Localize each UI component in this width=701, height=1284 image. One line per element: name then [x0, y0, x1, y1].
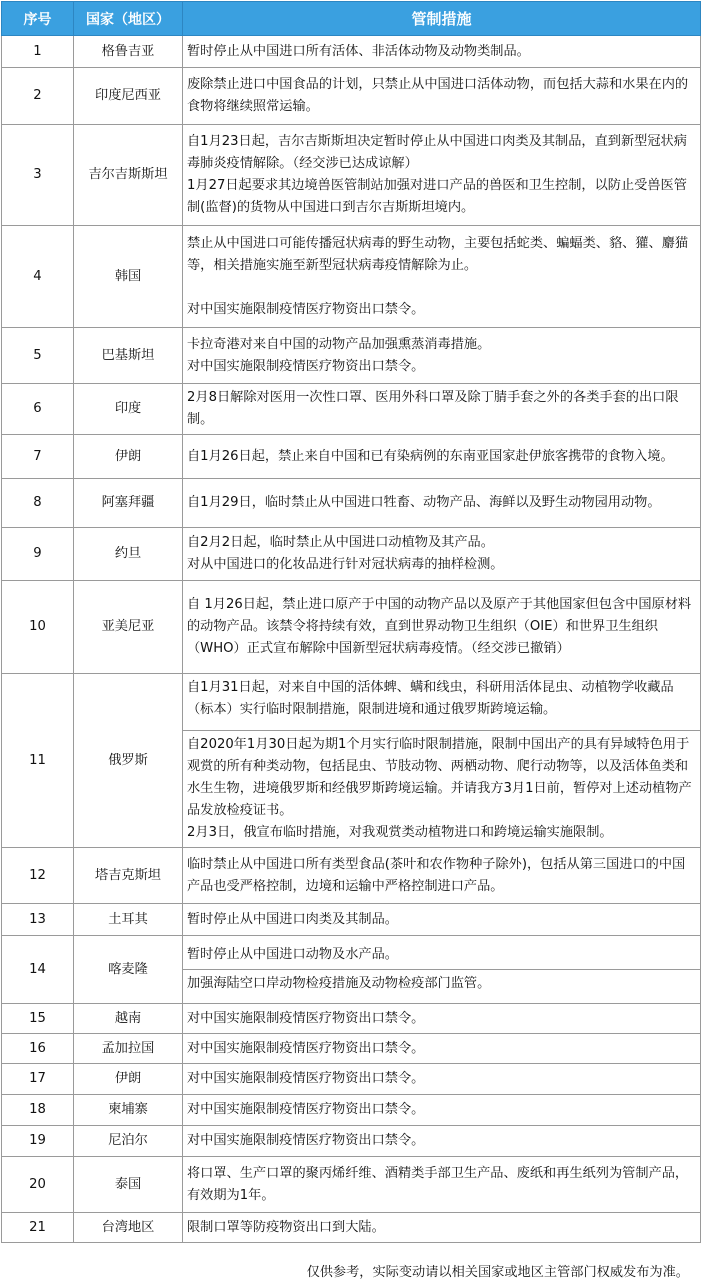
- measure-text: 对中国实施限制疫情医疗物资出口禁令。: [187, 301, 425, 317]
- row-serial-number: 19: [2, 1126, 74, 1157]
- table-row: [2, 1004, 701, 1034]
- row-country: 孟加拉国: [74, 1034, 183, 1064]
- row-serial-number: 11: [2, 674, 74, 848]
- table-row: [2, 328, 701, 384]
- table-row: [2, 1034, 701, 1064]
- row-country: 伊朗: [74, 435, 183, 479]
- measure-text: 暂时停止从中国进口所有活体、非活体动物及动物类制品。: [187, 43, 530, 59]
- row-serial-number: 17: [2, 1064, 74, 1095]
- table-row: [2, 68, 701, 125]
- measure-text: 对中国实施限制疫情医疗物资出口禁令。: [187, 1071, 425, 1086]
- measure-part: [183, 674, 700, 730]
- control-measures-table: [1, 1, 701, 1243]
- row-serial-number: 21: [2, 1213, 74, 1243]
- row-serial-number: 13: [2, 904, 74, 936]
- row-serial-number: 18: [2, 1095, 74, 1126]
- row-serial-number: 5: [2, 328, 74, 384]
- table-row: [2, 936, 701, 1004]
- row-country: 俄罗斯: [74, 674, 183, 848]
- measure-text: 卡拉奇港对来自中国的动物产品加强熏蒸消毒措施。: [187, 336, 491, 352]
- row-serial-number: 16: [2, 1034, 74, 1064]
- measure-text: 废除禁止进口中国食品的计划，只禁止从中国进口活体动物，而包括大蒜和水果在内的食物将继续照常运输。: [187, 77, 689, 114]
- row-serial-number: 1: [2, 36, 74, 68]
- table-row: [2, 125, 701, 226]
- table-row: [2, 226, 701, 328]
- table-row: [2, 581, 701, 674]
- row-control-measure: [183, 68, 701, 125]
- measure-part: [183, 969, 700, 998]
- measure-text: 对中国实施限制疫情医疗物资出口禁令。: [187, 1040, 425, 1056]
- row-serial-number: 10: [2, 581, 74, 674]
- measure-text: 对中国实施限制疫情医疗物资出口禁令。: [187, 1133, 425, 1148]
- row-control-measure: [183, 1034, 701, 1064]
- measure-text: 自2月2日起，临时禁止从中国进口动植物及其产品。: [187, 535, 494, 550]
- table-row: [2, 1064, 701, 1095]
- row-country: 约旦: [74, 528, 183, 581]
- row-country: 印度尼西亚: [74, 68, 183, 125]
- row-serial-number: 9: [2, 528, 74, 581]
- measure-text: 1月27日起要求其边境兽医管制站加强对进口产品的兽医和卫生控制，以防止受兽医管制(监督)的货物从中国进口到吉尔吉斯斯坦境内。: [187, 178, 687, 215]
- row-serial-number: 15: [2, 1004, 74, 1034]
- table-row: [2, 1126, 701, 1157]
- measure-text: [187, 277, 696, 299]
- row-country: 尼泊尔: [74, 1126, 183, 1157]
- table-row: [2, 1095, 701, 1126]
- row-country: 印度: [74, 384, 183, 435]
- row-country: 格鲁吉亚: [74, 36, 183, 68]
- row-serial-number: 4: [2, 226, 74, 328]
- table-row: [2, 674, 701, 848]
- header-control-measures: 管制措施: [183, 2, 701, 36]
- row-control-measure: [183, 435, 701, 479]
- measure-text: 对中国实施限制疫情医疗物资出口禁令。: [187, 358, 425, 374]
- row-control-measure: [183, 936, 701, 1004]
- measure-text: 对从中国进口的化妆品进行针对冠状病毒的抽样检测。: [187, 557, 504, 572]
- row-country: 巴基斯坦: [74, 328, 183, 384]
- table-row: [2, 848, 701, 904]
- measure-part: [183, 941, 700, 969]
- measure-text: 自1月26日起，禁止来自中国和已有染病例的东南亚国家赴伊旅客携带的食物入境。: [187, 448, 674, 464]
- row-control-measure: [183, 1213, 701, 1243]
- row-control-measure: [183, 1095, 701, 1126]
- row-country: 阿塞拜疆: [74, 479, 183, 528]
- row-control-measure: [183, 1004, 701, 1034]
- measure-text: 暂时停止从中国进口肉类及其制品。: [187, 911, 398, 927]
- row-country: 伊朗: [74, 1064, 183, 1095]
- measure-part: [183, 730, 700, 847]
- table-row: [2, 1157, 701, 1213]
- measure-text: 限制口罩等防疫物资出口到大陆。: [187, 1219, 385, 1235]
- row-control-measure: [183, 384, 701, 435]
- row-serial-number: 12: [2, 848, 74, 904]
- measure-text: 对中国实施限制疫情医疗物资出口禁令。: [187, 1010, 425, 1026]
- row-control-measure: [183, 528, 701, 581]
- measure-text: 禁止从中国进口可能传播冠状病毒的野生动物，主要包括蛇类、蝙蝠类、貉、獾、麝猫等，相关措施实施至新型冠状病毒疫情解除为止。: [187, 235, 689, 273]
- row-country: 土耳其: [74, 904, 183, 936]
- row-serial-number: 20: [2, 1157, 74, 1213]
- measure-text: 对中国实施限制疫情医疗物资出口禁令。: [187, 1102, 425, 1117]
- table-row: [2, 479, 701, 528]
- measure-text: 2月3日，俄宣布临时措施，对我观赏类动植物进口和跨境运输实施限制。: [187, 825, 613, 840]
- row-control-measure: [183, 226, 701, 328]
- row-country: 吉尔吉斯斯坦: [74, 125, 183, 226]
- measure-text: 将口罩、生产口罩的聚丙烯纤维、酒精类手部卫生产品、废纸和再生纸列为管制产品，有效期为1年。: [187, 1165, 689, 1203]
- row-country: 越南: [74, 1004, 183, 1034]
- measure-text: 自1月29日，临时禁止从中国进口牲畜、动物产品、海鲜以及野生动物园用动物。: [187, 495, 661, 510]
- table-row: [2, 528, 701, 581]
- row-serial-number: 8: [2, 479, 74, 528]
- row-country: 台湾地区: [74, 1213, 183, 1243]
- row-control-measure: [183, 1064, 701, 1095]
- row-control-measure: [183, 674, 701, 848]
- measure-text: 暂时停止从中国进口动物及水产品。: [187, 947, 398, 962]
- row-country: 喀麦隆: [74, 936, 183, 1004]
- row-control-measure: [183, 479, 701, 528]
- measure-text: 临时禁止从中国进口所有类型食品(茶叶和农作物种子除外)，包括从第三国进口的中国产品也受严格控制，边境和运输中严格控制进口产品。: [187, 856, 686, 894]
- row-control-measure: [183, 904, 701, 936]
- row-control-measure: [183, 36, 701, 68]
- table-row: [2, 1213, 701, 1243]
- header-serial-number: 序号: [2, 2, 74, 36]
- table-header-row: [2, 2, 701, 36]
- measure-text: 自1月23日起，吉尔吉斯斯坦决定暂时停止从中国进口肉类及其制品，直到新型冠状病毒肺炎疫情解除。（经交涉已达成谅解）: [187, 134, 687, 171]
- measure-text: 自 1月26日起，禁止进口原产于中国的动物产品以及原产于其他国家但包含中国原材料的动物产品。该禁令将持续有效，直到世界动物卫生组织（OIE）和世界卫生组织（WHO）正式宣布解除中国新型冠状病毒疫情。（经交涉已撤销）: [187, 597, 692, 656]
- row-serial-number: 2: [2, 68, 74, 125]
- measure-text: 自2020年1月30日起为期1个月实行临时限制措施，限制中国出产的具有异域特色用于观赏的所有种类动物，包括昆虫、节肢动物、两栖动物、爬行动物等，以及活体鱼类和水生生物，进境俄罗斯和经俄罗斯跨境运输。并请我方3月1日前，暂停对上述动植物产品发放检疫证书。: [187, 737, 692, 818]
- row-country: 泰国: [74, 1157, 183, 1213]
- row-control-measure: [183, 328, 701, 384]
- row-control-measure: [183, 1126, 701, 1157]
- row-serial-number: 7: [2, 435, 74, 479]
- measure-text: 自1月31日起，对来自中国的活体蜱、螨和线虫，科研用活体昆虫、动植物学收藏品（标本）实行临时限制措施，限制进境和通过俄罗斯跨境运输。: [187, 680, 674, 717]
- row-serial-number: 3: [2, 125, 74, 226]
- row-country: 亚美尼亚: [74, 581, 183, 674]
- row-control-measure: [183, 848, 701, 904]
- row-control-measure: [183, 1157, 701, 1213]
- row-control-measure: [183, 125, 701, 226]
- table-row: [2, 36, 701, 68]
- table-row: [2, 904, 701, 936]
- row-serial-number: 14: [2, 936, 74, 1004]
- table-row: [2, 435, 701, 479]
- measure-text: 加强海陆空口岸动物检疫措施及动物检疫部门监管。: [187, 976, 491, 991]
- row-country: 柬埔寨: [74, 1095, 183, 1126]
- measure-text: 2月8日解除对医用一次性口罩、医用外科口罩及除丁腈手套之外的各类手套的出口限制。: [187, 390, 679, 427]
- table-row: [2, 384, 701, 435]
- row-control-measure: [183, 581, 701, 674]
- row-country: 塔吉克斯坦: [74, 848, 183, 904]
- header-country: 国家（地区）: [74, 2, 183, 36]
- row-serial-number: 6: [2, 384, 74, 435]
- row-country: 韩国: [74, 226, 183, 328]
- disclaimer-footer: 仅供参考，实际变动请以相关国家或地区主管部门权威发布为准。: [306, 1265, 689, 1280]
